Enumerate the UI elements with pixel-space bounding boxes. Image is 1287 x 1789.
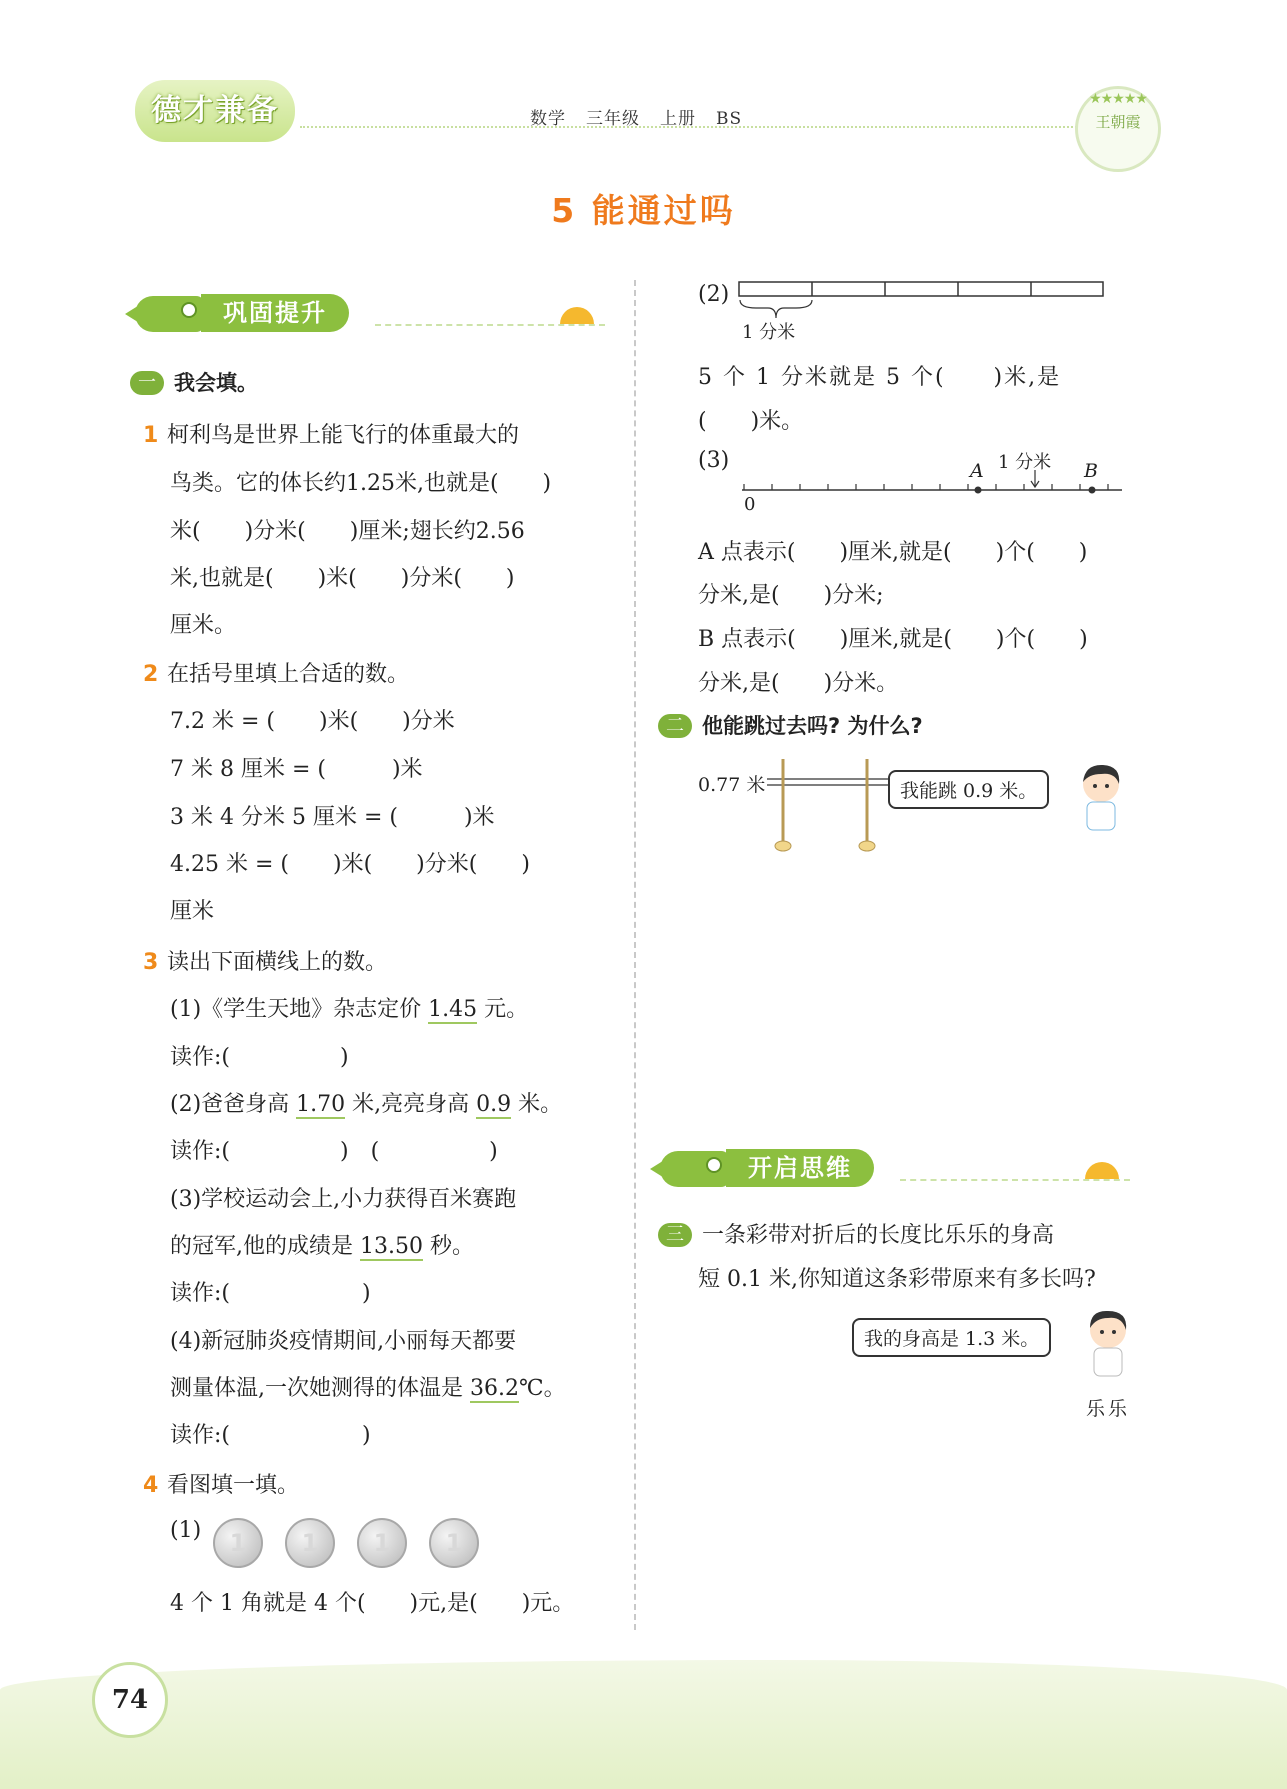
- column-divider: [634, 280, 636, 1630]
- q2-line: 7.2 米 = ( )米( )分米: [170, 709, 455, 734]
- read-answer: 读作:( ): [170, 1281, 371, 1306]
- boy-icon: [1082, 1308, 1134, 1378]
- q1-line: 米( )分米( )厘米;翅长约2.56: [170, 519, 525, 544]
- point-b-text: 分米,是( )分米。: [698, 671, 899, 696]
- read-answer: 读作:( ) ( ): [170, 1139, 498, 1164]
- speech-bubble: 我能跳 0.9 米。: [888, 770, 1049, 809]
- q3-part3: (3)学校运动会上,小力获得百米赛跑: [170, 1187, 517, 1212]
- boy-icon: [1075, 762, 1127, 832]
- numberline-unit: 1 分米: [998, 452, 1052, 473]
- q3-part4: 测量体温,一次她测得的体温是 36.2℃。: [170, 1376, 566, 1401]
- r-part2-label: (2): [698, 282, 730, 307]
- sun-icon: [1085, 1162, 1119, 1179]
- q3-part2: (2)爸爸身高 1.70 米,亮亮身高 0.9 米。: [170, 1092, 563, 1117]
- part3-text: 三 一条彩带对折后的长度比乐乐的身高: [658, 1218, 1054, 1249]
- r-part3-label: (3): [698, 448, 730, 473]
- ruler-label: 1 分米: [742, 322, 796, 343]
- read-answer: 读作:( ): [170, 1423, 371, 1448]
- edition: BS: [716, 109, 743, 129]
- coin-icon: 1: [357, 1518, 407, 1568]
- numberline-a: A: [970, 460, 984, 482]
- r-part2-text: ( )米。: [698, 409, 804, 434]
- section-banner-open-mind: [660, 1145, 1135, 1195]
- q2-line: 3 米 4 分米 5 厘米 = ( )米: [170, 805, 495, 830]
- q4-part1-label: (1): [170, 1518, 202, 1543]
- point-a-text: 分米,是( )分米;: [698, 583, 884, 608]
- q1-line: 厘米。: [170, 613, 237, 638]
- q3-heading: 3 读出下面横线上的数。: [143, 950, 388, 975]
- star-icon: ★★★★★: [1089, 91, 1147, 107]
- sun-icon: [560, 307, 594, 324]
- kid-name: 乐乐: [1086, 1398, 1131, 1420]
- q1-line: 米,也就是( )米( )分米( ): [170, 566, 515, 591]
- part-badge: 二: [658, 714, 692, 738]
- coin-icon: 1: [429, 1518, 479, 1568]
- badge-name: 王朝霞: [1095, 113, 1141, 131]
- read-answer: 读作:( ): [170, 1045, 349, 1070]
- bar-height-label: 0.77 米: [698, 774, 766, 796]
- subject: 数学: [530, 109, 566, 129]
- coin-icon: 1: [213, 1518, 263, 1568]
- q2-line: 4.25 米 = ( )米( )分米( ): [170, 852, 530, 877]
- numberline-zero: 0: [744, 494, 756, 515]
- numberline-b: B: [1084, 460, 1098, 482]
- section-banner-consolidate: [135, 290, 610, 340]
- part-badge: 三: [658, 1223, 692, 1247]
- section-label: 开启思维: [726, 1149, 874, 1187]
- part2-heading: 二 他能跳过去吗? 为什么?: [658, 710, 923, 740]
- q3-part4: (4)新冠肺炎疫情期间,小丽每天都要: [170, 1329, 517, 1354]
- grade: 三年级: [586, 109, 640, 129]
- q2-line: 7 米 8 厘米 = ( )米: [170, 757, 423, 782]
- q3-part1: (1)《学生天地》杂志定价 1.45 元。: [170, 997, 529, 1022]
- section-label: 巩固提升: [201, 294, 349, 332]
- q4-heading: 4 看图填一填。: [143, 1473, 300, 1498]
- volume: 上册: [660, 109, 696, 129]
- header-subject: [530, 104, 762, 129]
- part3-text: 短 0.1 米,你知道这条彩带原来有多长吗?: [698, 1267, 1096, 1292]
- speech-bubble: 我的身高是 1.3 米。: [852, 1318, 1051, 1357]
- point-b-text: B 点表示( )厘米,就是( )个( ): [698, 627, 1088, 652]
- number-line: [740, 458, 1130, 508]
- high-jump-bar: [765, 755, 895, 855]
- author-badge: [1075, 86, 1161, 172]
- coin-icon: 1: [285, 1518, 335, 1568]
- part-badge: 一: [130, 371, 164, 395]
- q3-part3: 的冠军,他的成绩是 13.50 秒。: [170, 1234, 474, 1259]
- q2-heading: 2 在括号里填上合适的数。: [143, 662, 410, 687]
- coin-row: [213, 1518, 501, 1568]
- q2-line: 厘米: [170, 899, 215, 924]
- r-part2-text: 5 个 1 分米就是 5 个( )米,是: [698, 365, 1062, 390]
- q1-line: 1 柯利鸟是世界上能飞行的体重最大的: [143, 423, 520, 448]
- part1-heading: 一 我会填。: [130, 367, 258, 397]
- q4-part1-text: 4 个 1 角就是 4 个( )元,是( )元。: [170, 1591, 575, 1616]
- page-number: 74: [92, 1662, 168, 1738]
- page-title: 5 能通过吗: [551, 191, 736, 230]
- brand-logo: 德才兼备: [135, 80, 295, 142]
- point-a-text: A 点表示( )厘米,就是( )个( ): [698, 540, 1088, 565]
- q1-line: 鸟类。它的体长约1.25米,也就是( ): [170, 471, 552, 496]
- footer-wave: [0, 1660, 1287, 1789]
